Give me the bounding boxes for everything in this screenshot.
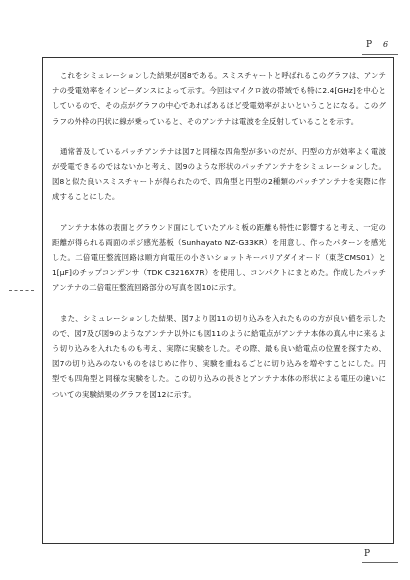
body-text: [52, 68, 386, 402]
paragraph-4: また、シミュレーションした結果、図7より図11の切り込みを入れたものの方が良い値を示したので、図7及び図9のようなアンテナ以外にも図11のように給電点がアンテナ本体の真ん中に来るよう切り込みを入れたものも考え、実際に実験をした。その際、最も良い給電点の位置を探すため、図7の切り込みのないものをはじめに作り、実験を重ねるごとに切り込みを増やすことにした。円型でも四角型と同様な実験をした。この切り込みの長さとアンテナ本体の形状による電圧の違いについての実験結果のグラフを図12に示す。: [52, 313, 386, 399]
paragraph-3: アンテナ本体の表面とグラウンド面にしていたアルミ板の距離も特性に影響すると考え、一定の距離が得られる両面のポジ感光基板（Sunhayato NZ-G33KR）を用意し、作ったパターンを感光した。二倍電圧整流回路は順方向電圧の小さいショットキーバリアダイオード（東芝CMS01）と1[μF]のチップコンデンサ（TDK C3216X7R）を使用し、コンパクトにまとめた。作成したパッチアンテナの二倍電圧整流回路部分の写真を図10に示す。: [52, 222, 386, 293]
margin-binding-mark: [9, 290, 34, 291]
page-number-underline-top: [362, 54, 398, 55]
paragraph-1: これをシミュレーションした結果が図8である。スミスチャートと呼ばれるこのグラフは、アンテナの受電効率をインピーダンスによって示す。今回はマイクロ波の帯域でも特に2.4[GHz]を中心としているので、その点がグラフの中心であればあるほど受電効率がよいということになる。このグラフの外枠の円状に線が乗っていると、そのアンテナは電波を全反射していることを示す。: [52, 71, 386, 126]
paragraph-2: 通常普及しているパッチアンテナは図7と同様な四角型が多いのだが、円型の方が効率よく電波が受電できるのではないかと考え、図9のような形状のパッチアンテナをシミュレーションした。図8と似た良いスミスチャートが得られたので、四角型と円型の2種類のパッチアンテナを実際に作成することにした。: [52, 146, 386, 202]
page-number-underline-bottom: [362, 562, 398, 563]
page-number-top: 6: [383, 40, 389, 49]
page-label-bottom: P: [364, 549, 371, 559]
page-label-top: P: [366, 40, 373, 50]
